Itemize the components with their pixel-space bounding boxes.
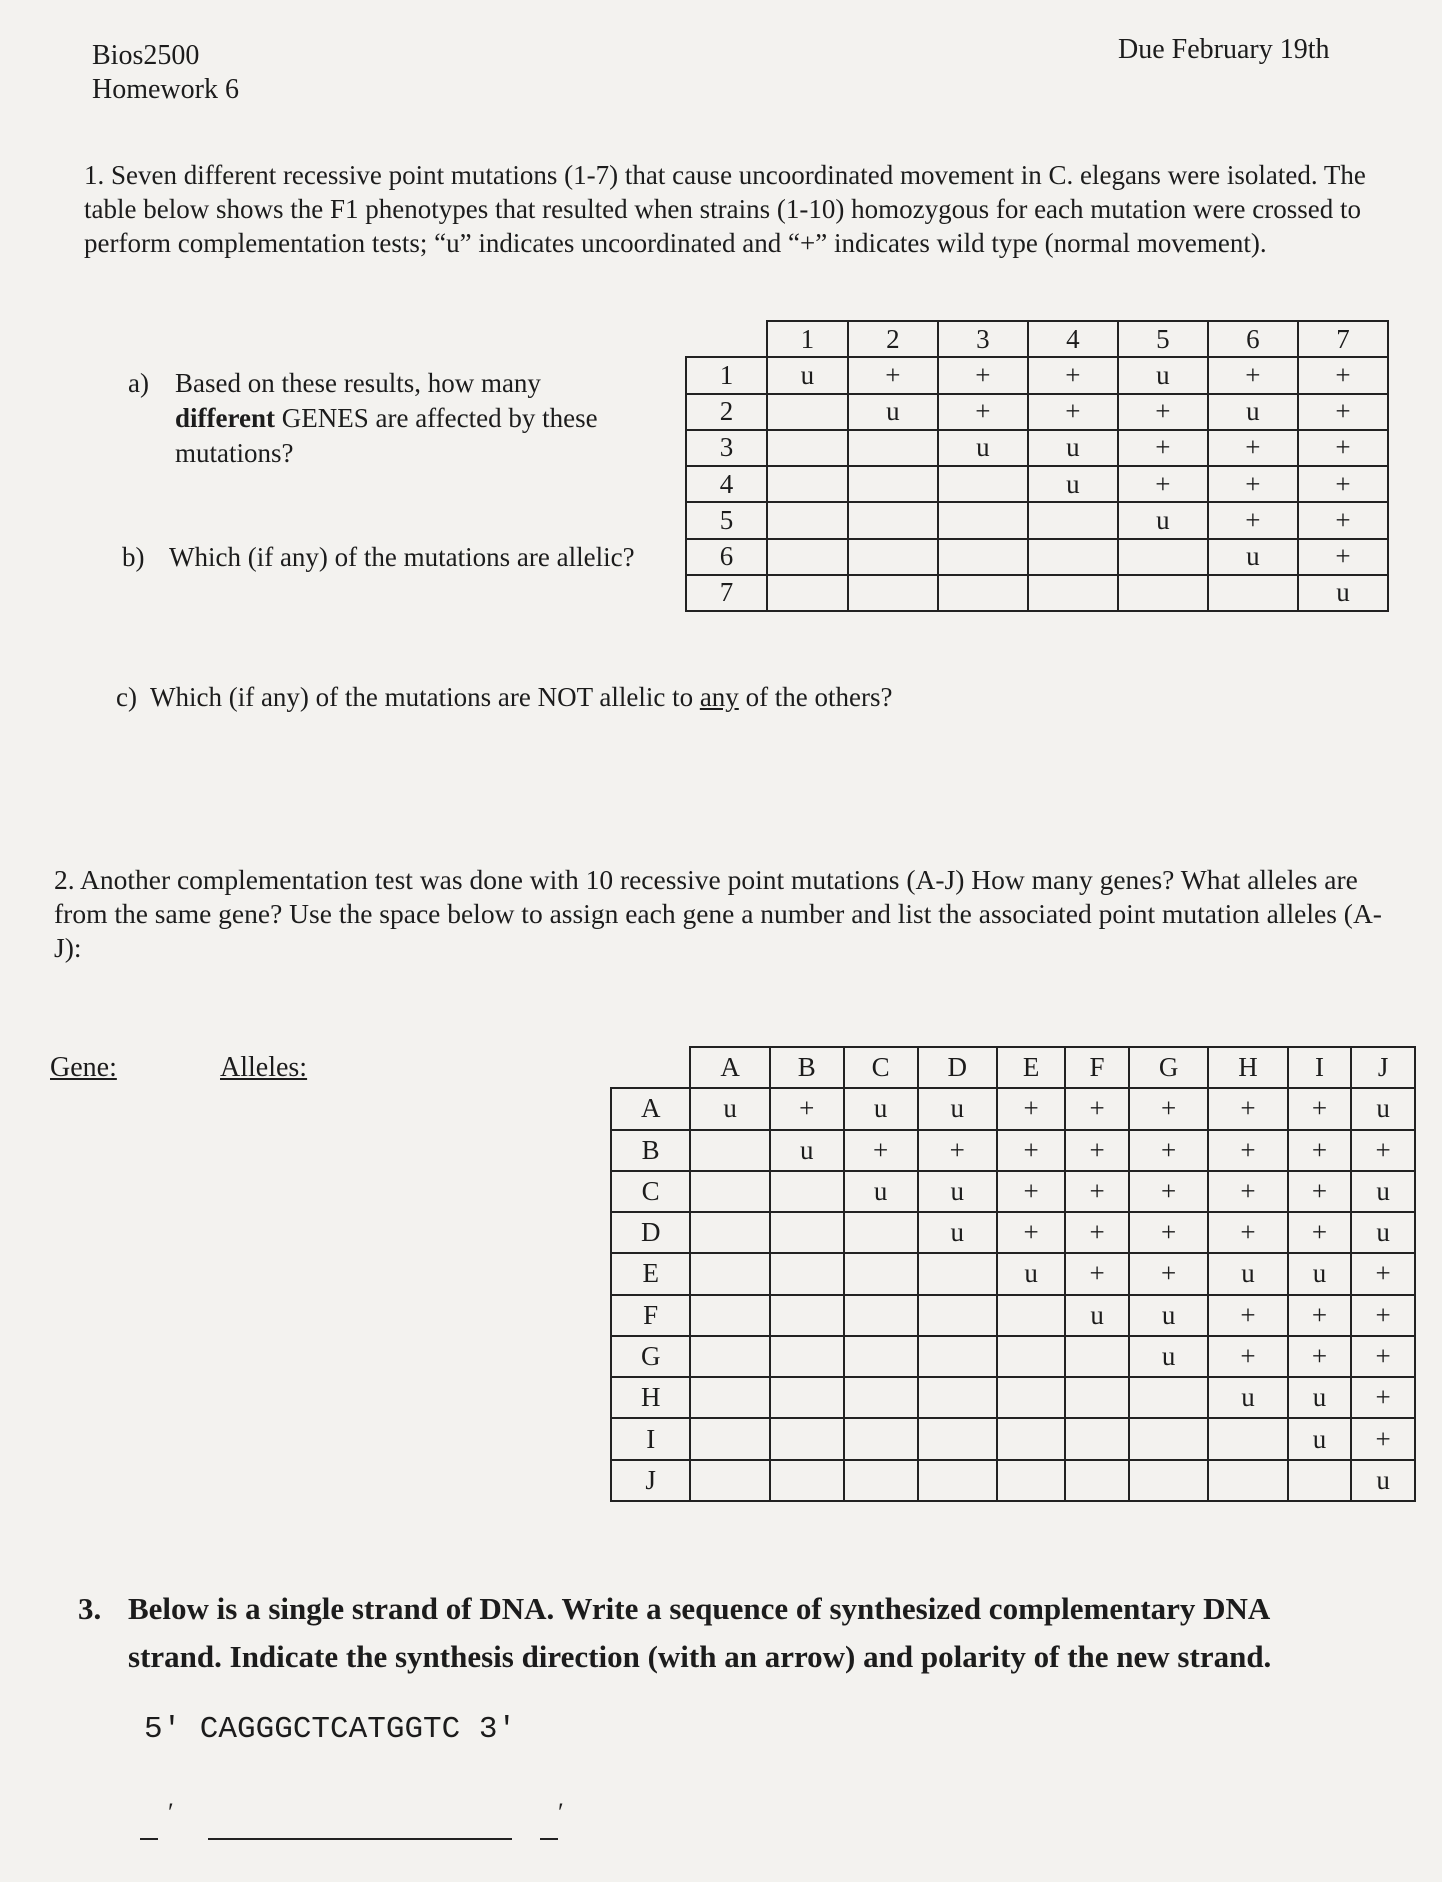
q1-part-b [122, 540, 642, 575]
q2-table-cell: + [1351, 1130, 1415, 1171]
q2-table-col-header: B [770, 1047, 844, 1088]
q2-table-cell: u [1065, 1295, 1129, 1336]
q2-table-cell [1065, 1418, 1129, 1459]
q1-table-cell [848, 575, 938, 611]
q1-part-c-text-end: of the others? [745, 682, 893, 712]
q1-part-c-text: Which (if any) of the mutations are NOT allelic to [150, 682, 694, 712]
q2-table-cell [918, 1377, 997, 1418]
q2-table-cell [997, 1377, 1065, 1418]
q2-table-cell [918, 1253, 997, 1294]
q2-table-cell [1065, 1377, 1129, 1418]
q1-table-row-header: 6 [686, 539, 767, 575]
q1-table-col-header: 3 [938, 321, 1028, 357]
q2-table-cell: u [1288, 1418, 1352, 1459]
homework-title: Homework 6 [92, 74, 239, 105]
q1-table-cell [848, 502, 938, 538]
q1-table-row [686, 466, 1388, 502]
q2-table-cell: u [1351, 1171, 1415, 1212]
q2-table-cell: + [844, 1130, 918, 1171]
q2-table-cell: u [918, 1212, 997, 1253]
q1-table-cell [938, 502, 1028, 538]
q2-table-cell [770, 1212, 844, 1253]
q1-table-cell [848, 539, 938, 575]
q1-table-row-header: 4 [686, 466, 767, 502]
q1-part-b-text: Which (if any) of the mutations are allelic? [169, 542, 635, 572]
q2-table-cell: + [997, 1212, 1065, 1253]
q1-part-a [128, 366, 623, 468]
q1-table-cell: u [1118, 502, 1208, 538]
q2-table-cell [1065, 1336, 1129, 1377]
q1-table-row-header: 2 [686, 394, 767, 430]
q1-table-cell [1028, 575, 1118, 611]
q2-table-cell: u [1351, 1212, 1415, 1253]
q2-table-cell: u [1208, 1377, 1287, 1418]
q2-table-cell: + [1129, 1212, 1208, 1253]
q1-table-cell [1118, 575, 1208, 611]
gene-label: Gene: [50, 1052, 117, 1083]
q2-table-cell: + [1208, 1212, 1287, 1253]
q1-table-row-header: 7 [686, 575, 767, 611]
q3-number: 3. [78, 1591, 102, 1626]
q1-table-col-header: 1 [767, 321, 848, 357]
q2-table-row [611, 1253, 1415, 1294]
answer-end-right [540, 1798, 572, 1842]
q1-table-cell [767, 430, 848, 466]
q2-text: 2. Another complementation test was done with 10 recessive point mutations (A-J) How many genes? What alleles are from the same gene? Use the space below to assign each gene a number and list the associated point mutation alleles (A-J): [54, 864, 1382, 963]
q2-table-cell [690, 1377, 769, 1418]
q2-table-cell: + [1288, 1088, 1352, 1129]
q2-table-cell [770, 1336, 844, 1377]
q3-line-2: strand. Indicate the synthesis direction (with an arrow) and polarity of the new strand. [128, 1639, 1272, 1674]
q1-table-cell: u [1118, 357, 1208, 393]
q2-table-corner [611, 1047, 690, 1088]
q1-table-row-header: 5 [686, 502, 767, 538]
q1-table-cell [1208, 575, 1298, 611]
due-date: Due February 19th [1118, 34, 1330, 65]
q1-table-row [686, 357, 1388, 393]
q2-table-cell: u [1208, 1253, 1287, 1294]
q2-table-cell [844, 1253, 918, 1294]
q1-table-cell [767, 502, 848, 538]
q2-table-cell [770, 1253, 844, 1294]
q2-table-cell: + [1351, 1253, 1415, 1294]
q1-table-cell: + [1298, 357, 1388, 393]
q2-table-cell: + [918, 1130, 997, 1171]
q2-table-cell [844, 1418, 918, 1459]
q2-table-cell [844, 1212, 918, 1253]
q2-table-cell [770, 1460, 844, 1501]
q2-table-col-header: H [1208, 1047, 1287, 1088]
q2-table-cell: + [997, 1171, 1065, 1212]
q2-table-cell [770, 1377, 844, 1418]
q2-table-row-header: A [611, 1088, 690, 1129]
q2-table-cell [690, 1295, 769, 1336]
q2-table-cell: u [1288, 1377, 1352, 1418]
q1-table-cell: u [1208, 394, 1298, 430]
q2-table-row [611, 1336, 1415, 1377]
q1-table-cell [848, 430, 938, 466]
q2-table-row-header: D [611, 1212, 690, 1253]
q1-table-cell: + [1028, 394, 1118, 430]
q2-table-cell: + [1129, 1088, 1208, 1129]
q2-table-cell: + [1288, 1336, 1352, 1377]
q2-table-cell [1288, 1460, 1352, 1501]
q1-part-b-label: b) [122, 542, 145, 572]
q1-table-cell [1028, 502, 1118, 538]
q1-table-cell: + [1028, 357, 1118, 393]
q2-table-cell [997, 1295, 1065, 1336]
q2-table-cell: u [844, 1171, 918, 1212]
q1-table-col-header: 7 [1298, 321, 1388, 357]
q2-table-cell [770, 1295, 844, 1336]
q1-table-cell [767, 575, 848, 611]
q1-table-col-header: 6 [1208, 321, 1298, 357]
q2-table-cell [918, 1418, 997, 1459]
q2-table-cell: u [844, 1088, 918, 1129]
q1-table-col-header: 2 [848, 321, 938, 357]
q1-part-a-label: a) [128, 368, 149, 398]
q2-table-cell [690, 1212, 769, 1253]
answer-prime-right: ′ [558, 1798, 564, 1827]
q2-table-cell [844, 1295, 918, 1336]
q2-table-cell: u [918, 1171, 997, 1212]
q2-table-row [611, 1171, 1415, 1212]
q1-table-cell: + [1208, 466, 1298, 502]
q2-table-cell [918, 1295, 997, 1336]
q1-table-row-header: 1 [686, 357, 767, 393]
q2-table-cell: u [1351, 1088, 1415, 1129]
q2-table-row-header: G [611, 1336, 690, 1377]
q1-table-cell: u [1028, 466, 1118, 502]
q1-table-cell: u [1028, 430, 1118, 466]
q2-table-cell: + [997, 1130, 1065, 1171]
q1-table-cell: + [1118, 394, 1208, 430]
q2-table-cell [997, 1418, 1065, 1459]
q2-table-cell [690, 1460, 769, 1501]
q2-table-cell: u [997, 1253, 1065, 1294]
q1-table-cell [767, 394, 848, 430]
q2-table-row-header: I [611, 1418, 690, 1459]
q2-table-cell: + [1065, 1130, 1129, 1171]
q2-table-cell: + [1129, 1253, 1208, 1294]
q2-table-cell [690, 1418, 769, 1459]
q1-table-cell [938, 539, 1028, 575]
q2-table-cell: + [1208, 1088, 1287, 1129]
q1-table-cell: + [1298, 466, 1388, 502]
q1-table-col-header: 4 [1028, 321, 1118, 357]
q2-table-row [611, 1295, 1415, 1336]
q2-table-cell [1129, 1377, 1208, 1418]
q2-table-cell: u [770, 1130, 844, 1171]
alleles-label: Alleles: [220, 1052, 308, 1083]
q1-table-row [686, 430, 1388, 466]
q2-table-cell: + [1065, 1212, 1129, 1253]
q2-table-row [611, 1088, 1415, 1129]
q1-table-cell: u [767, 357, 848, 393]
q2-table-col-header: F [1065, 1047, 1129, 1088]
q1-table-cell: + [1298, 539, 1388, 575]
q1-table-cell: + [1298, 502, 1388, 538]
q2-table-cell: + [1208, 1171, 1287, 1212]
q2-table-cell [997, 1336, 1065, 1377]
q2-table-cell [918, 1336, 997, 1377]
q1-table-row [686, 575, 1388, 611]
q2-table-cell [690, 1130, 769, 1171]
q2-table-cell [1129, 1460, 1208, 1501]
q2-table-row [611, 1418, 1415, 1459]
dna-sequence: 5′ CAGGGCTCATGGTC 3′ [144, 1712, 517, 1747]
q1-table-cell: + [848, 357, 938, 393]
q1-table-cell: + [938, 357, 1028, 393]
q1-part-c [116, 680, 893, 715]
q1-table-cell [1028, 539, 1118, 575]
q2-table-cell [997, 1460, 1065, 1501]
course-title: Bios2500 [92, 40, 200, 71]
q2-table-cell: + [1351, 1295, 1415, 1336]
q2-table-col-header: G [1129, 1047, 1208, 1088]
q2-table-cell [690, 1336, 769, 1377]
q2-table-cell: + [770, 1088, 844, 1129]
q1-table-cell: + [938, 394, 1028, 430]
q1-table-corner [686, 321, 767, 357]
q2-table-cell: + [1065, 1088, 1129, 1129]
q2-table-cell: + [1351, 1377, 1415, 1418]
q2-table-col-header: D [918, 1047, 997, 1088]
answer-prime-left: ′ [168, 1798, 174, 1827]
q2-table-cell [844, 1460, 918, 1501]
q2-table-row-header: F [611, 1295, 690, 1336]
answer-blank-left [140, 1838, 158, 1840]
q2-table-cell: u [1288, 1253, 1352, 1294]
q1-table-cell [767, 466, 848, 502]
q2-table-cell [918, 1460, 997, 1501]
q2-table-cell: + [1208, 1130, 1287, 1171]
answer-end-left [140, 1798, 174, 1842]
q2-table-cell [1065, 1460, 1129, 1501]
q2-table-row [611, 1212, 1415, 1253]
q2-table-col-header: E [997, 1047, 1065, 1088]
q1-table-cell [848, 466, 938, 502]
q2-table-cell: + [997, 1088, 1065, 1129]
q1-table-col-header: 5 [1118, 321, 1208, 357]
q2-table-cell: u [690, 1088, 769, 1129]
q2-table-cell: u [1351, 1460, 1415, 1501]
q2-table-cell [770, 1418, 844, 1459]
q1-part-a-text-end: GENES are affected by these mutations? [175, 403, 598, 468]
q2-table-row-header: H [611, 1377, 690, 1418]
q2-table-row [611, 1377, 1415, 1418]
q2-table-cell: + [1129, 1171, 1208, 1212]
q1-table-row-header: 3 [686, 430, 767, 466]
q1-table-cell: u [1208, 539, 1298, 575]
answer-line[interactable] [208, 1838, 512, 1840]
q2-table-cell: + [1288, 1130, 1352, 1171]
q2-table-cell [844, 1377, 918, 1418]
q2-table-row-header: J [611, 1460, 690, 1501]
q1-table-cell: + [1298, 430, 1388, 466]
q2-table-cell [1129, 1418, 1208, 1459]
q2-table-cell: + [1288, 1171, 1352, 1212]
q1-part-c-label: c) [116, 682, 137, 712]
q1-intro: 1. Seven different recessive point mutations (1-7) that cause uncoordinated movement in C. elegans were isolated. The table below shows the F1 phenotypes that resulted when strains (1-10) homozygous for each mutation were crossed to perform complementation tests; “u” indicates uncoordinated and “+” indicates wild type (normal movement). [84, 160, 1366, 258]
q2-table-cell [844, 1336, 918, 1377]
q1-table-cell [767, 539, 848, 575]
q1-table-row [686, 394, 1388, 430]
q1-table-cell: + [1208, 502, 1298, 538]
q2-table-col-header: J [1351, 1047, 1415, 1088]
q2-table-cell: + [1065, 1171, 1129, 1212]
q2-table-row [611, 1460, 1415, 1501]
q2-table-cell: + [1288, 1295, 1352, 1336]
q1-table-cell: u [848, 394, 938, 430]
q2-table-cell: u [1129, 1336, 1208, 1377]
q2-table-cell [770, 1171, 844, 1212]
q1-table-cell: + [1298, 394, 1388, 430]
q2-table-row-header: B [611, 1130, 690, 1171]
q3-line-1: Below is a single strand of DNA. Write a sequence of synthesized complementary DNA [128, 1591, 1271, 1626]
q2-table-cell: + [1065, 1253, 1129, 1294]
q1-table-header-row [686, 321, 1388, 357]
q2-table-cell [1208, 1460, 1287, 1501]
q2-table-cell [690, 1253, 769, 1294]
q2-table-cell: + [1208, 1336, 1287, 1377]
complementation-table-2 [610, 1046, 1416, 1502]
q2-table-cell: + [1208, 1295, 1287, 1336]
q1-part-a-bold: different [175, 403, 275, 433]
q2-table-cell: + [1351, 1418, 1415, 1459]
q1-table-row [686, 539, 1388, 575]
q2-table-cell: u [918, 1088, 997, 1129]
q2-table-cell: + [1129, 1130, 1208, 1171]
q2-table-cell: + [1351, 1336, 1415, 1377]
q1-table-cell [938, 466, 1028, 502]
q2-table-cell: + [1288, 1212, 1352, 1253]
q2-table-col-header: I [1288, 1047, 1352, 1088]
q2-table-col-header: A [690, 1047, 769, 1088]
q1-table-cell: + [1118, 466, 1208, 502]
q1-table-cell [938, 575, 1028, 611]
q2-table-cell [690, 1171, 769, 1212]
q1-table-cell: u [938, 430, 1028, 466]
complementation-table-1 [685, 320, 1389, 612]
q2-table-row [611, 1130, 1415, 1171]
q1-table-cell: + [1118, 430, 1208, 466]
q1-table-cell: + [1208, 357, 1298, 393]
q1-table-cell [1118, 539, 1208, 575]
q2-table-row-header: C [611, 1171, 690, 1212]
q2-table-row-header: E [611, 1253, 690, 1294]
q1-table-cell: + [1208, 430, 1298, 466]
q1-part-c-underlined: any [699, 682, 739, 712]
q1-table-row [686, 502, 1388, 538]
q2-table-col-header: C [844, 1047, 918, 1088]
answer-blank-right [540, 1838, 558, 1840]
q1-part-a-text: Based on these results, how many [175, 368, 541, 398]
q3-text [128, 1585, 1428, 1681]
q2-table-header-row [611, 1047, 1415, 1088]
q2-table-cell: u [1129, 1295, 1208, 1336]
q2-table-cell [1208, 1418, 1287, 1459]
q1-table-cell: u [1298, 575, 1388, 611]
